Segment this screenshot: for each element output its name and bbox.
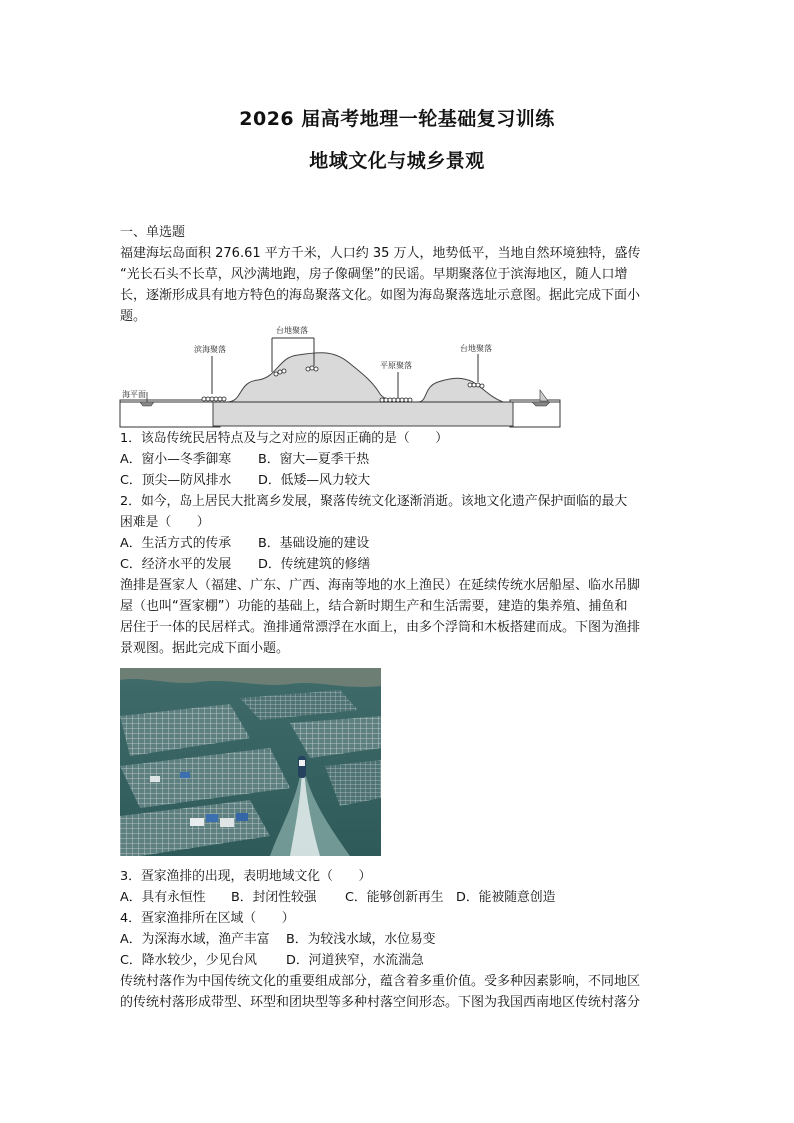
option-c: C．降水较少，少见台风 [120,953,257,968]
passage-line: 居住于一体的民居样式。渔排通常漂浮在水面上，由多个浮筒和木板搭建而成。下图为渔排 [120,620,641,635]
label-terrace-2: 台地聚落 [460,344,492,353]
fishing-raft-photo [120,668,381,856]
question-stem: 3．疍家渔排的出现，表明地域文化（ ） [120,869,372,884]
option-b: B．为较浅水域，水位易变 [286,932,436,947]
passage-line: “光长石头不长草，风沙满地跑，房子像碉堡”的民谣。早期聚落位于滨海地区，随人口增 [120,267,628,282]
option-d: D．传统建筑的修缮 [258,557,371,572]
passage-line: 传统村落作为中国传统文化的重要组成部分，蕴含着多重价值。受多种因素影响，不同地区 [120,974,641,989]
option-c: C．经济水平的发展 [120,557,232,572]
option-d: D．河道狭窄，水流湍急 [286,953,424,968]
sailboat-icon [532,390,550,406]
sea-left [120,400,220,427]
label-plain: 平原聚落 [380,361,412,370]
passage-line: 渔排是疍家人（福建、广东、广西、海南等地的水上渔民）在延续传统水居船屋、临水吊脚 [120,578,641,593]
question-stem: 2．如今，岛上居民大批离乡发展，聚落传统文化逐渐消逝。该地文化遗产保护面临的最大 [120,494,628,509]
option-b: B．基础设施的建设 [258,536,370,551]
question-stem: 4．疍家渔排所在区域（ ） [120,911,295,926]
passage-line: 长，逐渐形成具有地方特色的海岛聚落文化。如图为海岛聚落选址示意图。据此完成下面小 [120,288,641,303]
label-terrace-1: 台地聚落 [276,326,308,335]
question-stem: 1．该岛传统民居特点及与之对应的原因正确的是（ ） [120,431,449,446]
label-sea-level: 海平面 [122,390,146,399]
passage-line: 屋（也叫“疍家棚”）功能的基础上，结合新时期生产和生活需要，建造的集养殖、捕鱼和 [120,599,628,614]
option-a: A．具有永恒性 [120,890,206,905]
option-c: C．顶尖—防风排水 [120,473,232,488]
title-main: 2026 届高考地理一轮基础复习训练 [239,108,555,130]
option-a: A．为深海水域，渔产丰富 [120,932,270,947]
terrain-profile [213,353,513,426]
passage-line: 题。 [120,309,147,324]
question-stem-cont: 困难是（ ） [120,515,210,530]
settlement-diagram [118,322,563,428]
passage-line: 福建海坛岛面积 276.61 平方千米，人口约 35 万人，地势低平，当地自然环境独特，盛传 [120,246,641,261]
boat-icon [298,756,306,778]
title-sub: 地域文化与城乡景观 [309,150,485,172]
option-b: B．封闭性较强 [231,890,317,905]
option-b: B．窗大—夏季干热 [258,452,370,467]
option-a: A．窗小—冬季御寒 [120,452,232,467]
passage-line: 的传统村落形成带型、环型和团块型等多种村落空间形态。下图为我国西南地区传统村落分 [120,995,641,1010]
option-a: A．生活方式的传承 [120,536,232,551]
section-heading: 一、单选题 [120,225,186,240]
passage-line: 景观图。据此完成下面小题。 [120,641,290,656]
option-d: D．能被随意创造 [456,890,556,905]
option-c: C．能够创新再生 [345,890,444,905]
option-d: D．低矮—风力较大 [258,473,371,488]
label-coastal: 滨海聚落 [194,345,226,354]
